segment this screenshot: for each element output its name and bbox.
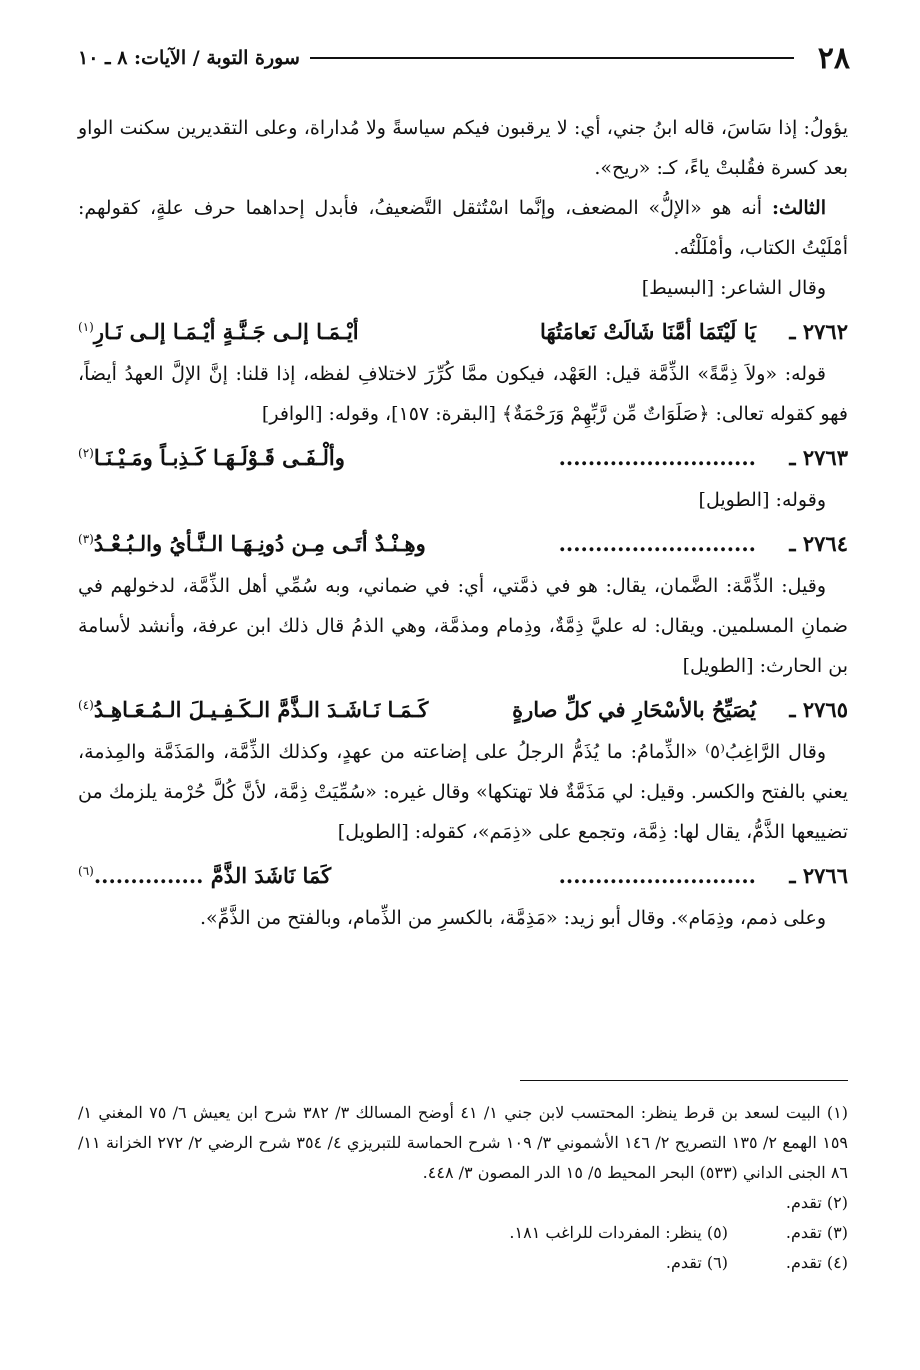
footnote-marker: (٢) xyxy=(78,445,94,460)
footnotes xyxy=(78,1080,848,1278)
verse-2763 xyxy=(78,434,848,480)
footnote-marker: (٤) xyxy=(78,697,94,712)
footnote-row xyxy=(78,1218,848,1248)
paragraph: وعلى ذمم، وذِمَام». وقال أبو زيد: «مَذِمَّة، بالكسرِ من الذِّمام، وبالفتح من الذَّمِّ». xyxy=(200,907,826,929)
footnote-5: (٥) ينظر: المفردات للراغب ١٨١. xyxy=(509,1223,728,1242)
footnote-marker: (٣) xyxy=(78,531,94,546)
footnote-4: (٤) تقدم. xyxy=(785,1253,848,1272)
verse-first-hemistich: يُصَيِّحُ بالأسْحَارِ في كلِّ صارةٍ xyxy=(512,696,756,722)
paragraph: وقال الرَّاغِبُ⁽٥⁾ «الذِّمامُ: ما يُذَمُّ الرجلُ على إضاعته من عهدٍ، وكذلك الذِّمَّة، والمَذَمَّة والمِذمة، يعني بالفتح والكسر. وقيل: لي مَذَمَّةٌ فلا تهتكها» وقال غيره: «سُمِّيَتْ ذِمَّة، لأنَّ كُلَّ حُرْمة يلزمك من تضييعها الذَّمُّ، يقال لها: ذِمَّة، وتجمع على «ذِمَم»، كقوله: [الطويل] xyxy=(78,741,848,843)
meter-label: وقال الشاعر: [البسيط] xyxy=(641,277,826,299)
verse-2766 xyxy=(78,852,848,898)
third-view-label: الثالث: xyxy=(771,197,826,219)
verse-number: ٢٧٦٤ ـ xyxy=(789,530,848,556)
verse-first-hemistich: ........................... xyxy=(558,862,756,888)
paragraph-text: أنه هو «الإلُّ» المضعف، وإنَّما اسْتُثقل التَّضعيفُ، فأبدل إحداهما حرف علةٍ، كقولهم: أمْلَيْتُ الكتاب، وأمْلَلْتُه. xyxy=(78,197,848,259)
verse-2765 xyxy=(78,686,848,732)
verse-first-hemistich: ........................... xyxy=(558,444,756,470)
meter-label: وقوله: [الطويل] xyxy=(698,489,826,511)
header-rule xyxy=(310,57,794,59)
verse-number: ٢٧٦٦ ـ xyxy=(789,862,848,888)
verse-second-hemistich: أيْـمَـا إلـى جَـنَّـةٍ أيْـمَـا إلـى نَـارِ$^{(١)}$ xyxy=(78,318,359,344)
verse-number: ٢٧٦٣ ـ xyxy=(789,444,848,470)
page-header xyxy=(78,38,850,78)
paragraph: يؤولُ: إذا سَاسَ، قاله ابنُ جني، أي: لا يرقبون فيكم سياسةً ولا مُداراة، وعلى التقديرين سكنت الواو بعد كسرة فقُلبتْ ياءً، كـ: «ريح». xyxy=(78,117,848,179)
footnote-2: (٢) تقدم. xyxy=(785,1193,848,1212)
paragraph: قوله: «ولاَ ذِمَّةً» الذِّمَّة قيل: العَهْد، فيكون ممَّا كُرِّرَ لاختلافِ لفظه، إذا قلنا: إنَّ الإلَّ العهدُ أيضاً، فهو كقوله تعالى: ﴿صَلَوَاتٌ مِّن رَّبِّهِمْ وَرَحْمَةٌ﴾ [البقرة: ١٥٧]، وقوله: [الوافر] xyxy=(78,363,848,425)
verse-2764 xyxy=(78,520,848,566)
verse-number: ٢٧٦٢ ـ xyxy=(789,318,848,344)
paragraph xyxy=(78,188,848,268)
paragraph: وقيل: الذِّمَّة: الضَّمان، يقال: هو في ذمَّتي، أي: في ضماني، وبه سُمِّي أهل الذِّمَّة، لدخولهم في ضمانِ المسلمين. ويقال: له عليَّ ذِمَّةٌ، وذِمام ومذمَّة، وهي الذمُ قال ذلك ابن عرفة، وأنشد لأسامة بن الحارث: [الطويل] xyxy=(78,575,848,677)
verse-second-hemistich: وهِـنْـدٌ أتَـى مِـن دُونِـهَـا الـنَّـأيُ والـبُـعْـدُ$^{(٣)}$ xyxy=(78,530,426,556)
page-number: ٢٨ xyxy=(817,40,850,76)
verse-second-hemistich: كَمَا نَاشَدَ الذَّمَّ ...............$^{(٦)}$ xyxy=(78,862,332,888)
main-text xyxy=(78,108,848,938)
footnote-6: (٦) تقدم. xyxy=(665,1253,728,1272)
footnote-marker: (١) xyxy=(78,319,94,334)
running-title: سورة التوبة / الآيات: ٨ ـ ١٠ xyxy=(78,47,300,69)
footnote-1: (١) البيت لسعد بن قرط ينظر: المحتسب لابن جني ١/ ٤١ أوضح المسالك ٣/ ٣٨٢ شرح ابن يعيش ٦/ ٧٥ المغني ١/ ١٥٩ الهمع ٢/ ١٣٥ التصريح ٢/ ١٤٦ الأشموني ٣/ ١٠٩ شرح الحماسة للتبريزي ٤/ ٣٥٤ شرح الرضي ٢/ ٢٧٢ الخزانة ١١/ ٨٦ الجنى الداني (٥٣٣) البحر المحيط ٥/ ١٥ الدر المصون ٣/ ٤٤٨. xyxy=(78,1103,849,1182)
footnote-marker: (٦) xyxy=(78,863,94,878)
verse-first-hemistich: يَا لَيْتَمَا أمَّنَا شَالَتْ نَعامَتُهَا xyxy=(540,318,756,344)
verse-2762 xyxy=(78,308,848,354)
verse-second-hemistich: كَـمَـا نَـاشَـدَ الـذَّمَّ الـكَـفِـيـلَ الـمُـعَـاهِـدُ$^{(٤)}$ xyxy=(78,696,429,722)
verse-second-hemistich: وألْـفَـى قَـوْلَـهَـا كَـذِبـاً ومَـيْـنَـا$^{(٢)}$ xyxy=(78,444,345,470)
verse-number: ٢٧٦٥ ـ xyxy=(789,696,848,722)
footnote-row xyxy=(78,1188,848,1218)
footnote-row xyxy=(78,1248,848,1278)
footnote-3: (٣) تقدم. xyxy=(785,1223,848,1242)
footnote-separator xyxy=(520,1080,848,1081)
verse-first-hemistich: ........................... xyxy=(558,530,756,556)
